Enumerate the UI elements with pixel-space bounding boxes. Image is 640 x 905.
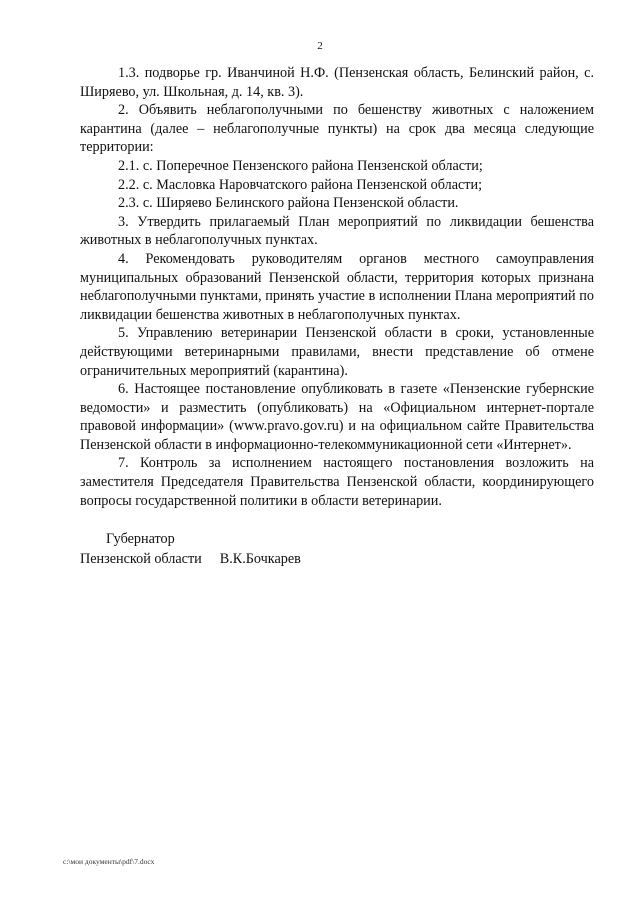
- paragraph-1-3: 1.3. подворье гр. Иванчиной Н.Ф. (Пензенская область, Белинский район, с. Ширяево, ул. Школьная, д. 14, кв. 3).: [80, 65, 594, 100]
- paragraph-7: 7. Контроль за исполнением настоящего постановления возложить на заместителя Председателя Правительства Пензенской области, координирующего вопросы государственной политики в области ветеринарии.: [80, 455, 594, 509]
- document-body: [80, 64, 594, 510]
- paragraph-4: 4. Рекомендовать руководителям органов местного самоуправления муниципальных образований Пензенской области, территория которых признана неблагополучными пунктами, принять участие в исполнении Плана мероприятий по ликвидации бешенства животных в неблагополучных пунктах.: [80, 250, 594, 323]
- signature-region-line: [80, 549, 301, 569]
- signature-name: В.К.Бочкарев: [219, 551, 301, 567]
- paragraph-2-3: 2.3. с. Ширяево Белинского района Пензенской области.: [118, 195, 459, 212]
- paragraph-2: 2. Объявить неблагополучными по бешенству животных с наложением карантина (далее – неблагополучные пункты) на срок два месяца следующие территории:: [80, 102, 594, 156]
- paragraph-2-2: 2.2. с. Масловка Наровчатского района Пензенской области;: [118, 176, 483, 193]
- signature-region: Пензенской области: [80, 551, 202, 567]
- signature-title: Губернатор: [106, 531, 175, 547]
- paragraph-2-1: 2.1. с. Поперечное Пензенского района Пензенской области;: [118, 157, 483, 174]
- paragraph-5: 5. Управлению ветеринарии Пензенской области в сроки, установленные действующими ветеринарными правилами, внести представление об отмене ограничительных мероприятий (карантина).: [80, 325, 594, 379]
- paragraph-6: 6. Настоящее постановление опубликовать в газете «Пензенские губернские ведомости» и разместить (опубликовать) на «Официальном интернет-портале правовой информации» (www.pravo.gov.ru) и на официальном сайте Правительства Пензенской области в информационно-телекоммуникационной сети «Интернет».: [80, 381, 594, 453]
- footer-file-path: c:\мои документы\pdf\7.docx: [63, 857, 155, 866]
- paragraph-3: 3. Утвердить прилагаемый План мероприятий по ликвидации бешенства животных в неблагополучных пунктах.: [80, 213, 594, 249]
- page-number: 2: [317, 40, 323, 52]
- signature-block: [80, 529, 301, 569]
